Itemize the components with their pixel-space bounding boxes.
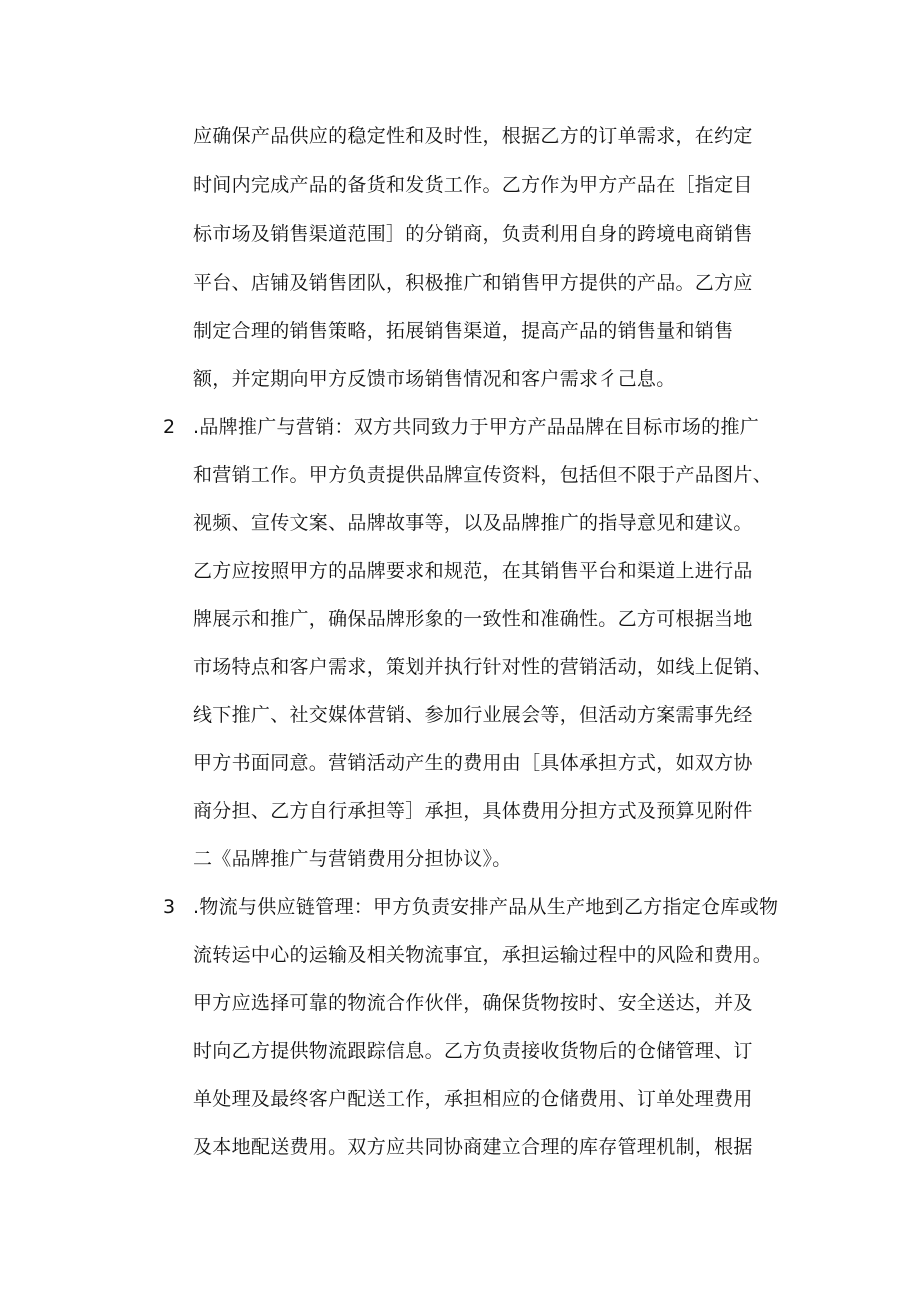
text-line: .品牌推广与营销：双方共同致力于甲方产品品牌在目标市场的推广 (193, 416, 760, 438)
item-number: 3 (163, 896, 176, 918)
text-line: 视频、宣传文案、品牌故事等，以及品牌推广的指导意见和建议。 (193, 512, 753, 534)
text-line: .物流与供应链管理：甲方负责安排产品从生产地到乙方指定仓库或物 (193, 896, 779, 918)
text-line: 二《品牌推广与营销费用分担协议》。 (193, 848, 512, 870)
text-line: 时向乙方提供物流跟踪信息。乙方负责接收货物后的仓储管理、订 (193, 1040, 753, 1062)
text-line: 乙方应按照甲方的品牌要求和规范，在其销售平台和渠道上进行品 (193, 560, 753, 582)
text-line: 和营销工作。甲方负责提供品牌宣传资料，包括但不限于产品图片、 (193, 464, 773, 486)
text-line: 平台、店铺及销售团队，积极推广和销售甲方提供的产品。乙方应 (193, 272, 753, 294)
text-line: 应确保产品供应的稳定性和及时性，根据乙方的订单需求，在约定 (193, 125, 753, 147)
text-line: 线下推广、社交媒体营销、参加行业展会等，但活动方案需事先经 (193, 704, 753, 726)
text-line: 制定合理的销售策略，拓展销售渠道，提高产品的销售量和销售 (193, 320, 734, 342)
text-line: 额，并定期向甲方反馈市场销售情况和客户需求彳己息。 (193, 368, 676, 390)
text-line: 及本地配送费用。双方应共同协商建立合理的库存管理机制，根据 (193, 1136, 753, 1158)
text-line: 商分担、乙方自行承担等］承担，具体费用分担方式及预算见附件 (193, 800, 753, 822)
text-line: 牌展示和推广，确保品牌形象的一致性和准确性。乙方可根据当地 (193, 608, 753, 630)
text-line: 甲方书面同意。营销活动产生的费用由［具体承担方式，如双方协 (193, 752, 753, 774)
text-line: 市场特点和客户需求，策划并执行针对性的营销活动，如线上促销、 (193, 656, 773, 678)
text-line: 标市场及销售渠道范围］的分销商，负责利用自身的跨境电商销售 (193, 223, 753, 245)
text-line: 甲方应选择可靠的物流合作伙伴，确保货物按时、安全送达，并及 (193, 992, 753, 1014)
text-line: 流转运中心的运输及相关物流事宜，承担运输过程中的风险和费用。 (193, 944, 773, 966)
text-line: 时间内完成产品的备货和发货工作。乙方作为甲方产品在［指定目 (193, 174, 753, 196)
text-line: 单处理及最终客户配送工作，承担相应的仓储费用、订单处理费用 (193, 1088, 753, 1110)
item-number: 2 (163, 416, 176, 438)
